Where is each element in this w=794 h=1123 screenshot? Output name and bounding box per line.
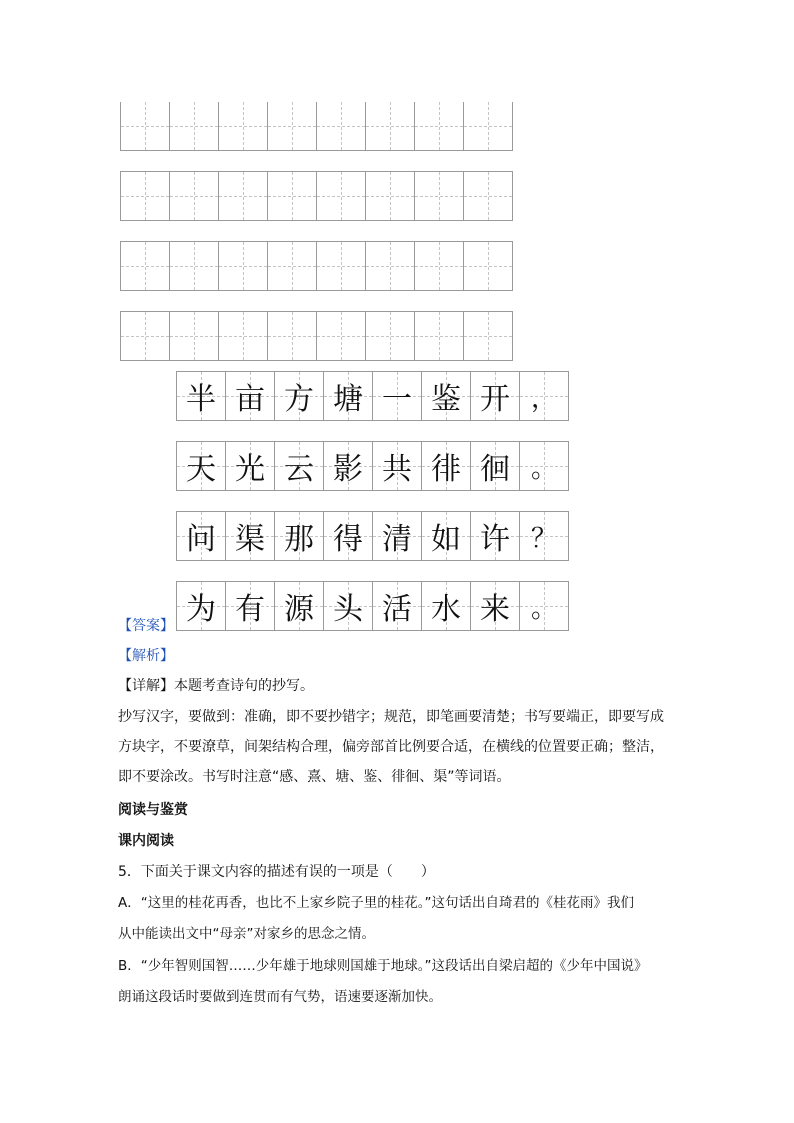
poem-char: 方	[284, 382, 314, 417]
poem-char: 有	[235, 592, 265, 627]
detail-paragraph-line-1: 抄写汉字，要做到：准确，即不要抄错字；规范，即笔画要清楚；书写要端正，即要写成	[118, 709, 664, 725]
grid-cell	[415, 312, 464, 360]
poem-cell	[471, 442, 520, 490]
poem-cell	[520, 442, 569, 490]
poem-cell	[471, 512, 520, 560]
detail-paragraph-line-3: 即不要涂改。书写时注意“感、熹、塘、鉴、徘徊、渠”等词语。	[118, 769, 511, 785]
answer-label: 【答案】	[118, 618, 174, 634]
poem-char: 影	[333, 452, 363, 487]
practice-grid-row-4	[120, 311, 513, 361]
option-b-line-2: 朗诵这段话时要做到连贯而有气势，语速要逐渐加快。	[118, 989, 442, 1005]
poem-cell	[422, 582, 471, 630]
poem-cell	[177, 442, 226, 490]
poem-char: 来	[480, 592, 510, 627]
poem-cell	[373, 442, 422, 490]
poem-char: 为	[186, 592, 216, 627]
poem-cell	[275, 582, 324, 630]
poem-char: 清	[382, 522, 412, 557]
grid-cell	[464, 242, 513, 290]
grid-cell	[121, 242, 170, 290]
grid-cell	[366, 312, 415, 360]
poem-char: 问	[186, 522, 216, 557]
poem-cell	[275, 442, 324, 490]
grid-cell	[170, 312, 219, 360]
grid-cell	[366, 242, 415, 290]
grid-cell	[366, 102, 415, 150]
poem-cell	[177, 512, 226, 560]
grid-cell	[317, 242, 366, 290]
option-a-line-2: 从中能读出文中“母亲”对家乡的思念之情。	[118, 926, 375, 942]
poem-cell	[471, 582, 520, 630]
detail-intro: 本题考查诗句的抄写。	[174, 678, 314, 694]
poem-punct: ，	[530, 383, 557, 414]
poem-cell	[177, 372, 226, 420]
poem-punct: ？	[530, 523, 557, 554]
poem-cell	[226, 512, 275, 560]
poem-char: 徘	[431, 452, 461, 487]
practice-grid-row-1	[120, 102, 513, 151]
grid-cell	[121, 312, 170, 360]
poem-punct: 。	[530, 453, 557, 484]
grid-cell	[219, 312, 268, 360]
grid-cell	[219, 242, 268, 290]
grid-cell	[170, 102, 219, 150]
grid-cell	[268, 172, 317, 220]
poem-line-4	[176, 581, 569, 631]
grid-cell	[317, 172, 366, 220]
poem-char: 开	[480, 382, 510, 417]
poem-char: 共	[382, 452, 412, 487]
poem-cell	[275, 372, 324, 420]
poem-cell	[373, 512, 422, 560]
poem-cell	[275, 512, 324, 560]
poem-cell	[324, 582, 373, 630]
subsection-title: 课内阅读	[118, 833, 174, 849]
option-b-line-1: B．“少年智则国智……少年雄于地球则国雄于地球。”这段话出自梁启超的《少年中国说》	[118, 958, 648, 974]
poem-char: 如	[431, 522, 461, 557]
poem-char: 亩	[235, 382, 265, 417]
detail-paragraph-line-2: 方块字，不要潦草，间架结构合理，偏旁部首比例要合适，在横线的位置要正确；整洁，	[118, 739, 664, 755]
poem-cell	[324, 372, 373, 420]
grid-cell	[464, 312, 513, 360]
poem-line-3	[176, 511, 569, 561]
grid-cell	[464, 102, 513, 150]
question-stem: 5．下面关于课文内容的描述有误的一项是（ ）	[118, 864, 435, 880]
grid-cell	[366, 172, 415, 220]
poem-char: 塘	[333, 382, 363, 417]
grid-cell	[317, 102, 366, 150]
grid-cell	[268, 312, 317, 360]
poem-cell	[226, 582, 275, 630]
poem-char: 那	[284, 522, 314, 557]
grid-cell	[219, 102, 268, 150]
grid-cell	[317, 312, 366, 360]
poem-char: 源	[284, 592, 314, 627]
poem-char: 鉴	[431, 382, 461, 417]
poem-char: 云	[284, 452, 314, 487]
poem-line-2	[176, 441, 569, 491]
grid-cell	[170, 172, 219, 220]
grid-cell	[170, 242, 219, 290]
poem-char: 半	[186, 382, 216, 417]
grid-cell	[415, 242, 464, 290]
grid-cell	[121, 102, 170, 150]
poem-cell	[226, 372, 275, 420]
poem-cell	[520, 512, 569, 560]
poem-line-1	[176, 371, 569, 421]
grid-cell	[268, 102, 317, 150]
poem-char: 渠	[235, 522, 265, 557]
detail-line	[118, 676, 314, 696]
poem-char: 活	[382, 592, 412, 627]
grid-cell	[121, 172, 170, 220]
poem-cell	[422, 372, 471, 420]
grid-cell	[268, 242, 317, 290]
grid-cell	[219, 172, 268, 220]
poem-char: 许	[480, 522, 510, 557]
practice-grid-row-3	[120, 241, 513, 291]
poem-char: 徊	[480, 452, 510, 487]
poem-cell	[177, 582, 226, 630]
analysis-label: 【解析】	[118, 648, 174, 664]
poem-cell	[520, 582, 569, 630]
grid-cell	[415, 172, 464, 220]
poem-cell	[324, 442, 373, 490]
grid-cell	[415, 102, 464, 150]
section-title: 阅读与鉴赏	[118, 802, 188, 818]
poem-char: 头	[333, 592, 363, 627]
poem-punct: 。	[530, 593, 557, 624]
poem-cell	[373, 372, 422, 420]
poem-cell	[324, 512, 373, 560]
poem-cell	[520, 372, 569, 420]
poem-cell	[422, 442, 471, 490]
poem-char: 天	[186, 452, 216, 487]
poem-char: 得	[333, 522, 363, 557]
poem-char: 光	[235, 452, 265, 487]
poem-cell	[422, 512, 471, 560]
grid-cell	[464, 172, 513, 220]
detail-label: 【详解】	[118, 678, 174, 694]
poem-cell	[226, 442, 275, 490]
poem-cell	[373, 582, 422, 630]
poem-char: 一	[382, 382, 412, 417]
poem-char: 水	[431, 592, 461, 627]
poem-cell	[471, 372, 520, 420]
option-a-line-1: A．“这里的桂花再香，也比不上家乡院子里的桂花。”这句话出自琦君的《桂花雨》我们	[118, 895, 634, 911]
practice-grid-row-2	[120, 171, 513, 221]
